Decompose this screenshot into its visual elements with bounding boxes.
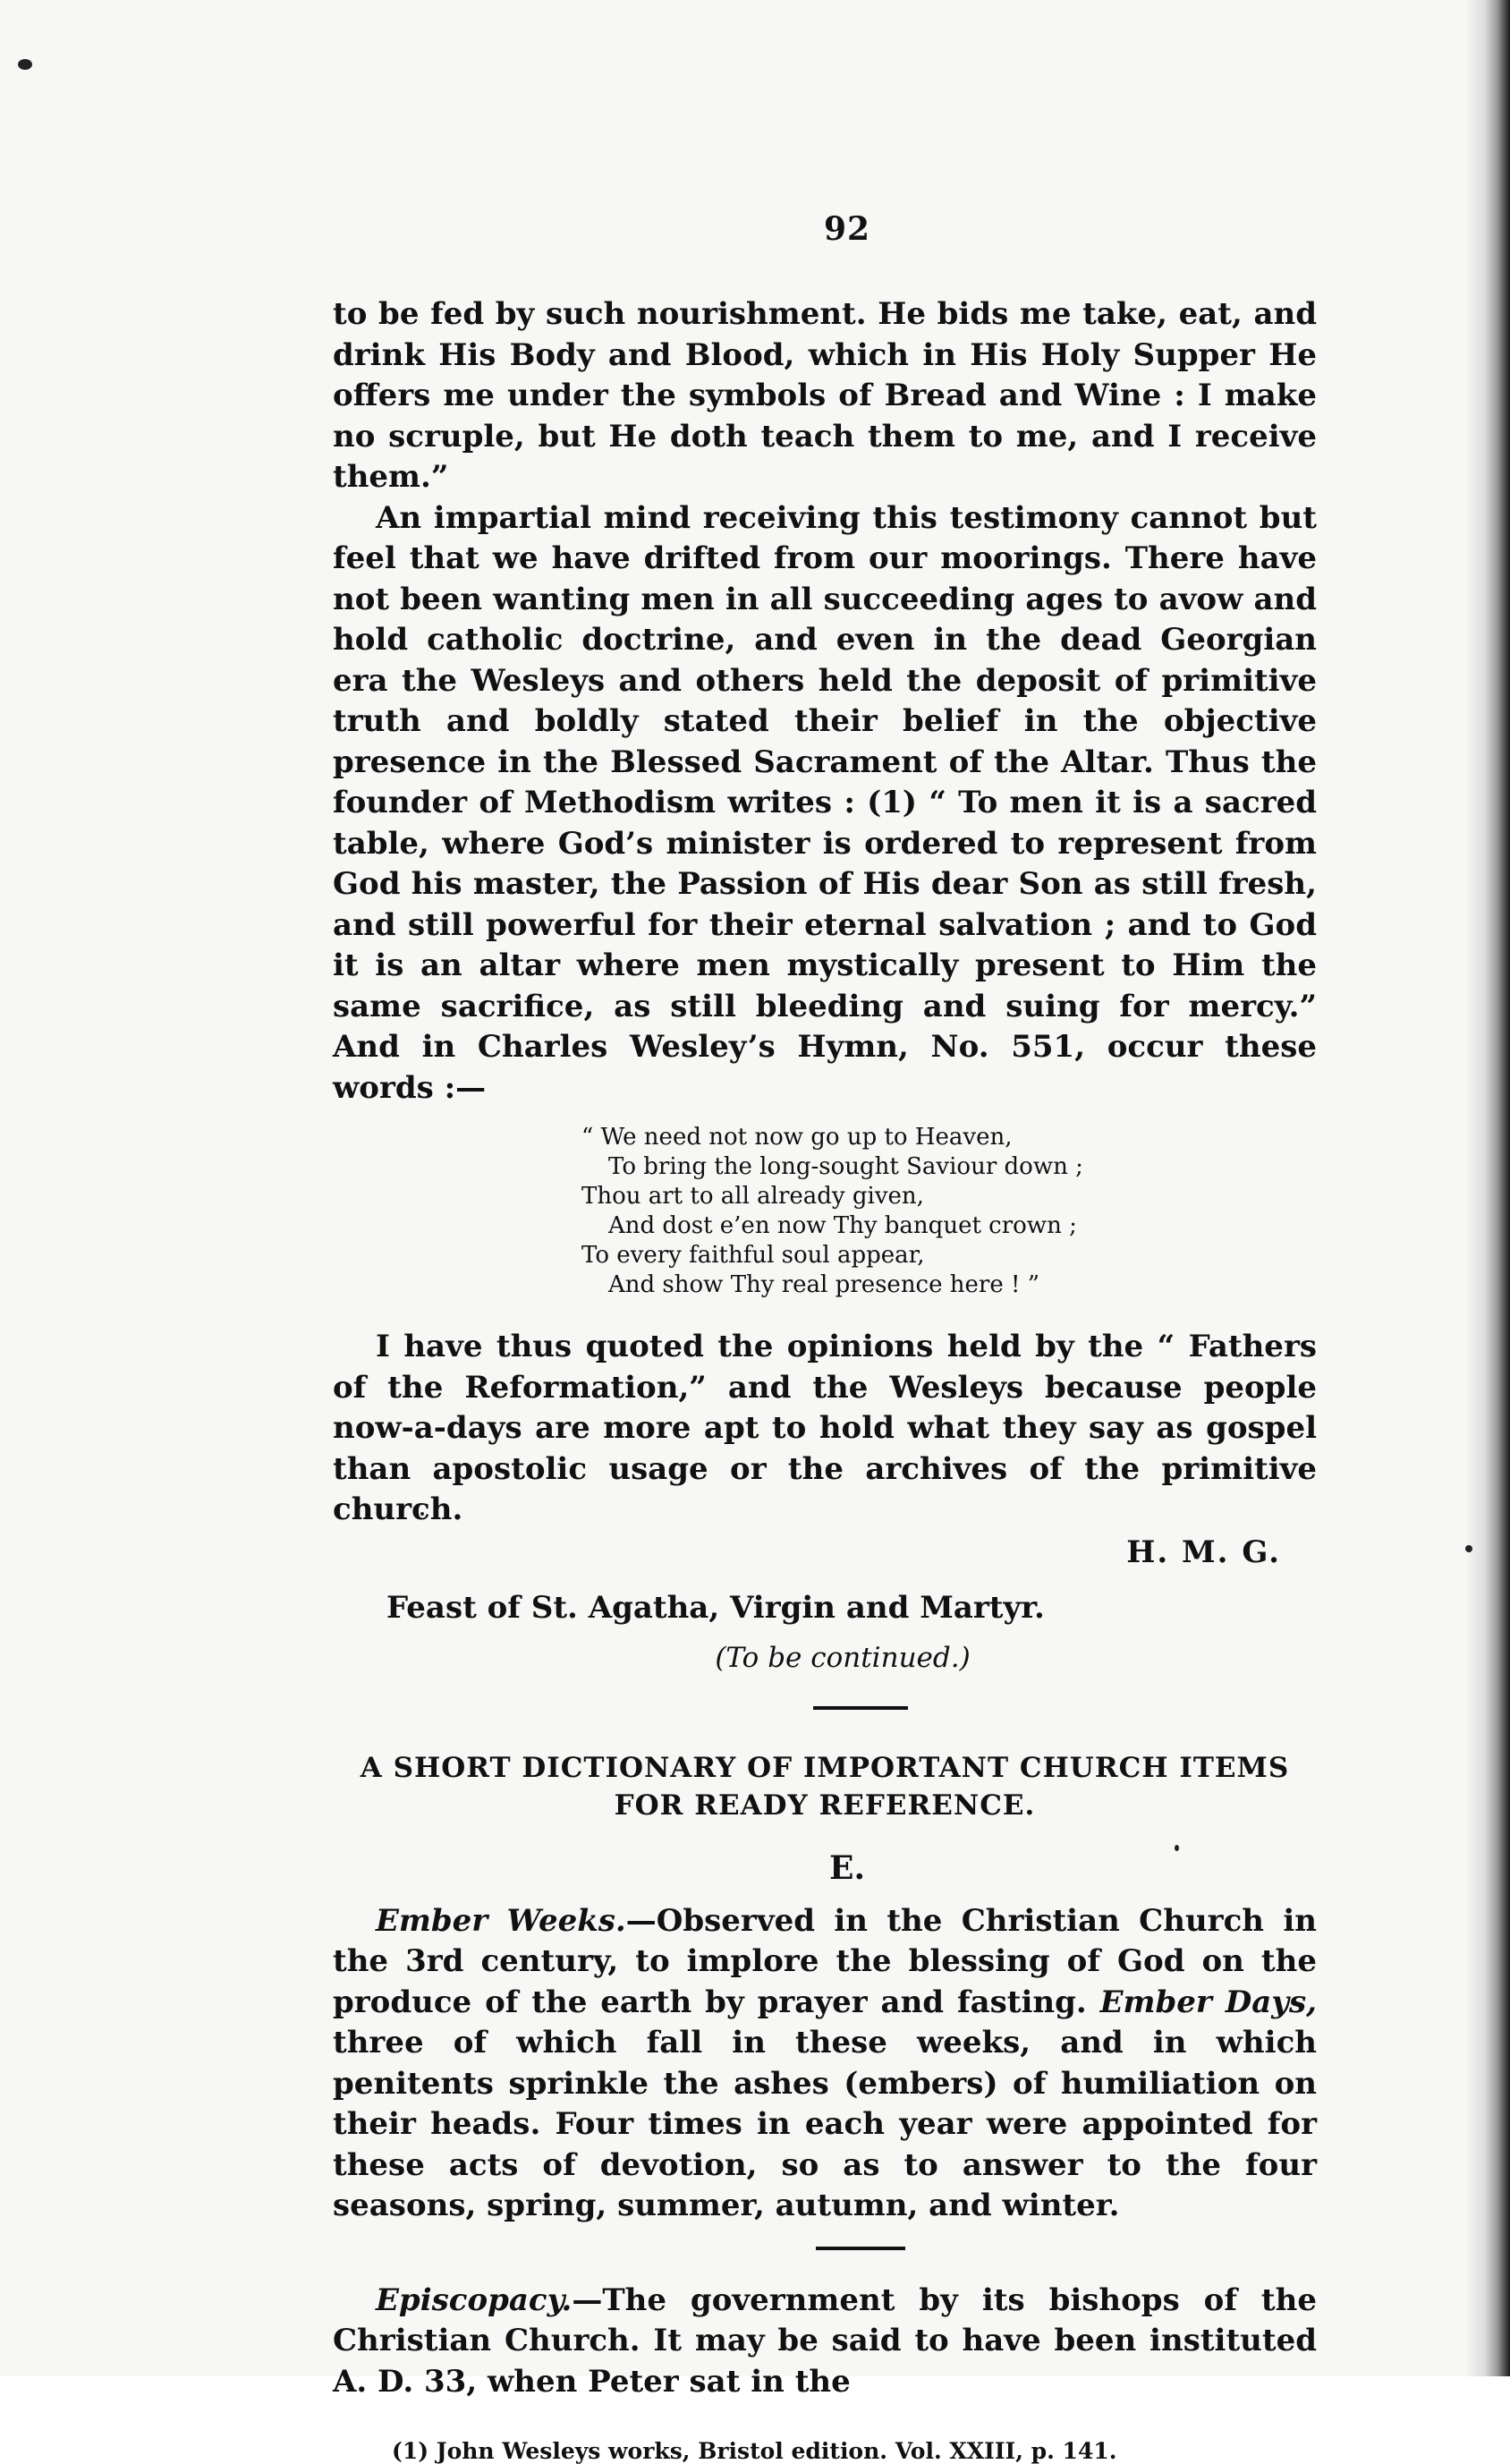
to-be-continued: (To be continued.) — [715, 1641, 971, 1674]
entry-divider — [816, 2247, 905, 2250]
entry-term: Episcopacy. — [376, 2281, 573, 2318]
hymn-verse — [581, 1123, 1317, 1300]
footnote: (1) John Wesleys works, Bristol edition. Vol. XXIII, p. 141. — [392, 2438, 1117, 2464]
text-column — [333, 210, 1317, 2464]
entry-term: Ember Weeks. — [376, 1902, 626, 1939]
paragraph-conclusion: I have thus quoted the opinions held by the “ Fathers of the Reformation,” and the Wesleys because people now-a-days are more apt to hold what they say as gospel than apostolic usage or the archives of the primitive church. — [333, 1329, 1317, 1527]
entry-ember-weeks — [333, 1901, 1317, 2227]
entry-text: —Observed in the Christian Church in the 3rd century, to implore the blessing of God on the produce of the earth by prayer and fasting. — [333, 1902, 1317, 2020]
paragraph-quote-end: to be fed by such nourishment. He bids me take, eat, and drink His Body and Blood, which in His Holy Supper He offers me under the symbols of Bread and Wine : I make no scruple, but He doth teach them to me, and I receive them.” — [333, 296, 1317, 495]
page-edge-shadow — [1467, 0, 1510, 2376]
entry-text: —The government by its bishops of the Christian Church. It may be said to have been instituted A. D. 33, when Peter sat in the — [333, 2281, 1317, 2400]
entry-subterm: Ember Days, — [1099, 1984, 1317, 2020]
verse-line: And show Thy real presence here ! ” — [608, 1271, 1039, 1298]
page-number: 92 — [823, 210, 871, 248]
section-title-line: A SHORT DICTIONARY OF IMPORTANT CHURCH ITEMS — [360, 1751, 1290, 1784]
verse-line: Thou art to all already given, — [581, 1183, 924, 1210]
verse-line: To every faithful soul appear, — [581, 1242, 925, 1269]
dateline: Feast of St. Agatha, Virgin and Martyr. — [386, 1589, 1045, 1626]
section-divider — [813, 1706, 908, 1710]
scan-speck — [18, 59, 32, 70]
scan-speck — [1465, 1545, 1472, 1552]
section-title-line: FOR READY REFERENCE. — [614, 1789, 1036, 1822]
author-signature: H. M. G. — [1126, 1534, 1281, 1570]
entry-episcopacy — [333, 2281, 1317, 2403]
paragraph-wesley: An impartial mind receiving this testimony cannot but feel that we have drifted from our moorings. There have not been wanting men in all succeeding ages to avow and hold catholic doctrine, and even in the dead Georgian era the Wesleys and others held the deposit of primitive truth and boldly stated their belief in the objective presence in the Blessed Sacrament of the Altar. Thus the founder of Methodism writes : (1) “ To men it is a sacred table, where God’s minister is ordered to represent from God his master, the Passion of His dear Son as still fresh, and still powerful for their eternal salvation ; and to God it is an altar where men mystically present to Him the same sacrifice, as still bleeding and suing for mercy.” And in Charles Wesley’s Hymn, No. 551, occur these words :— — [333, 499, 1317, 1106]
verse-line: And dost e’en now Thy banquet crown ; — [608, 1212, 1077, 1239]
verse-line: “ We need not now go up to Heaven, — [581, 1124, 1013, 1151]
dictionary-letter: E. — [829, 1848, 865, 1887]
verse-line: To bring the long-sought Saviour down ; — [608, 1153, 1083, 1180]
entry-text: three of which fall in these weeks, and in which penitents sprinkle the ashes (embers) of humiliation on their heads. Four times in each year were appointed for these acts of devotion, so as to answer to the four seasons, spring, summer, autumn, and winter. — [333, 2025, 1317, 2223]
section-title — [308, 1749, 1342, 1824]
